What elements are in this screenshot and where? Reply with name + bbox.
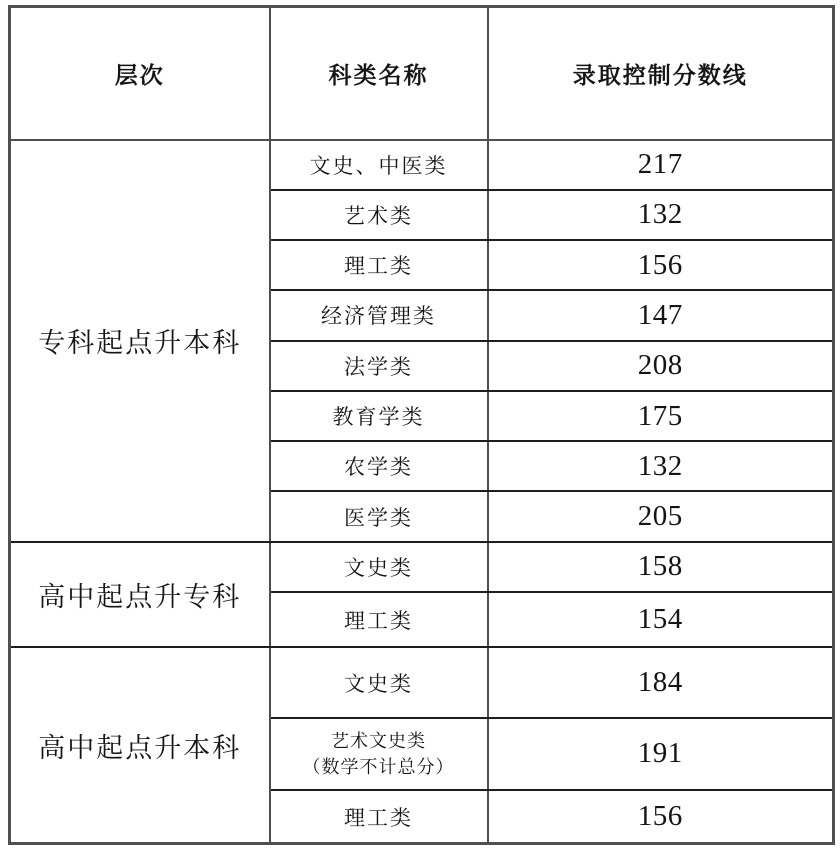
category-cell: 艺术类 — [270, 190, 488, 240]
table-row — [10, 140, 834, 190]
score-cell: 132 — [488, 190, 834, 240]
score-cell: 156 — [488, 790, 834, 843]
score-cell: 184 — [488, 647, 834, 717]
table-row — [10, 647, 834, 717]
category-cell: 文史类 — [270, 542, 488, 592]
category-cell — [270, 718, 488, 790]
score-cell: 175 — [488, 391, 834, 441]
category-cell: 教育学类 — [270, 391, 488, 441]
category-cell: 医学类 — [270, 491, 488, 541]
score-cell: 154 — [488, 592, 834, 647]
header-category: 科类名称 — [270, 7, 488, 140]
category-note: （数学不计总分） — [302, 756, 455, 777]
score-cell: 208 — [488, 341, 834, 391]
score-cell: 217 — [488, 140, 834, 190]
category-cell: 理工类 — [270, 240, 488, 290]
level-cell-section-3: 高中起点升本科 — [10, 647, 270, 843]
score-cell: 158 — [488, 542, 834, 592]
score-cell: 205 — [488, 491, 834, 541]
category-cell: 农学类 — [270, 441, 488, 491]
score-cell: 132 — [488, 441, 834, 491]
header-score-line: 录取控制分数线 — [488, 7, 834, 140]
score-cell: 156 — [488, 240, 834, 290]
category-cell: 理工类 — [270, 592, 488, 647]
category-cell: 文史、中医类 — [270, 140, 488, 190]
level-cell-section-1: 专科起点升本科 — [10, 140, 270, 542]
admission-score-table — [8, 5, 835, 845]
level-cell-section-2: 高中起点升专科 — [10, 542, 270, 648]
score-cell: 147 — [488, 290, 834, 340]
category-label: 艺术文史类 — [331, 730, 426, 751]
category-cell: 理工类 — [270, 790, 488, 843]
header-level: 层次 — [10, 7, 270, 140]
category-cell: 文史类 — [270, 647, 488, 717]
score-cell: 191 — [488, 718, 834, 790]
category-cell: 法学类 — [270, 341, 488, 391]
table-row — [10, 542, 834, 592]
header-row — [10, 7, 834, 140]
category-cell: 经济管理类 — [270, 290, 488, 340]
